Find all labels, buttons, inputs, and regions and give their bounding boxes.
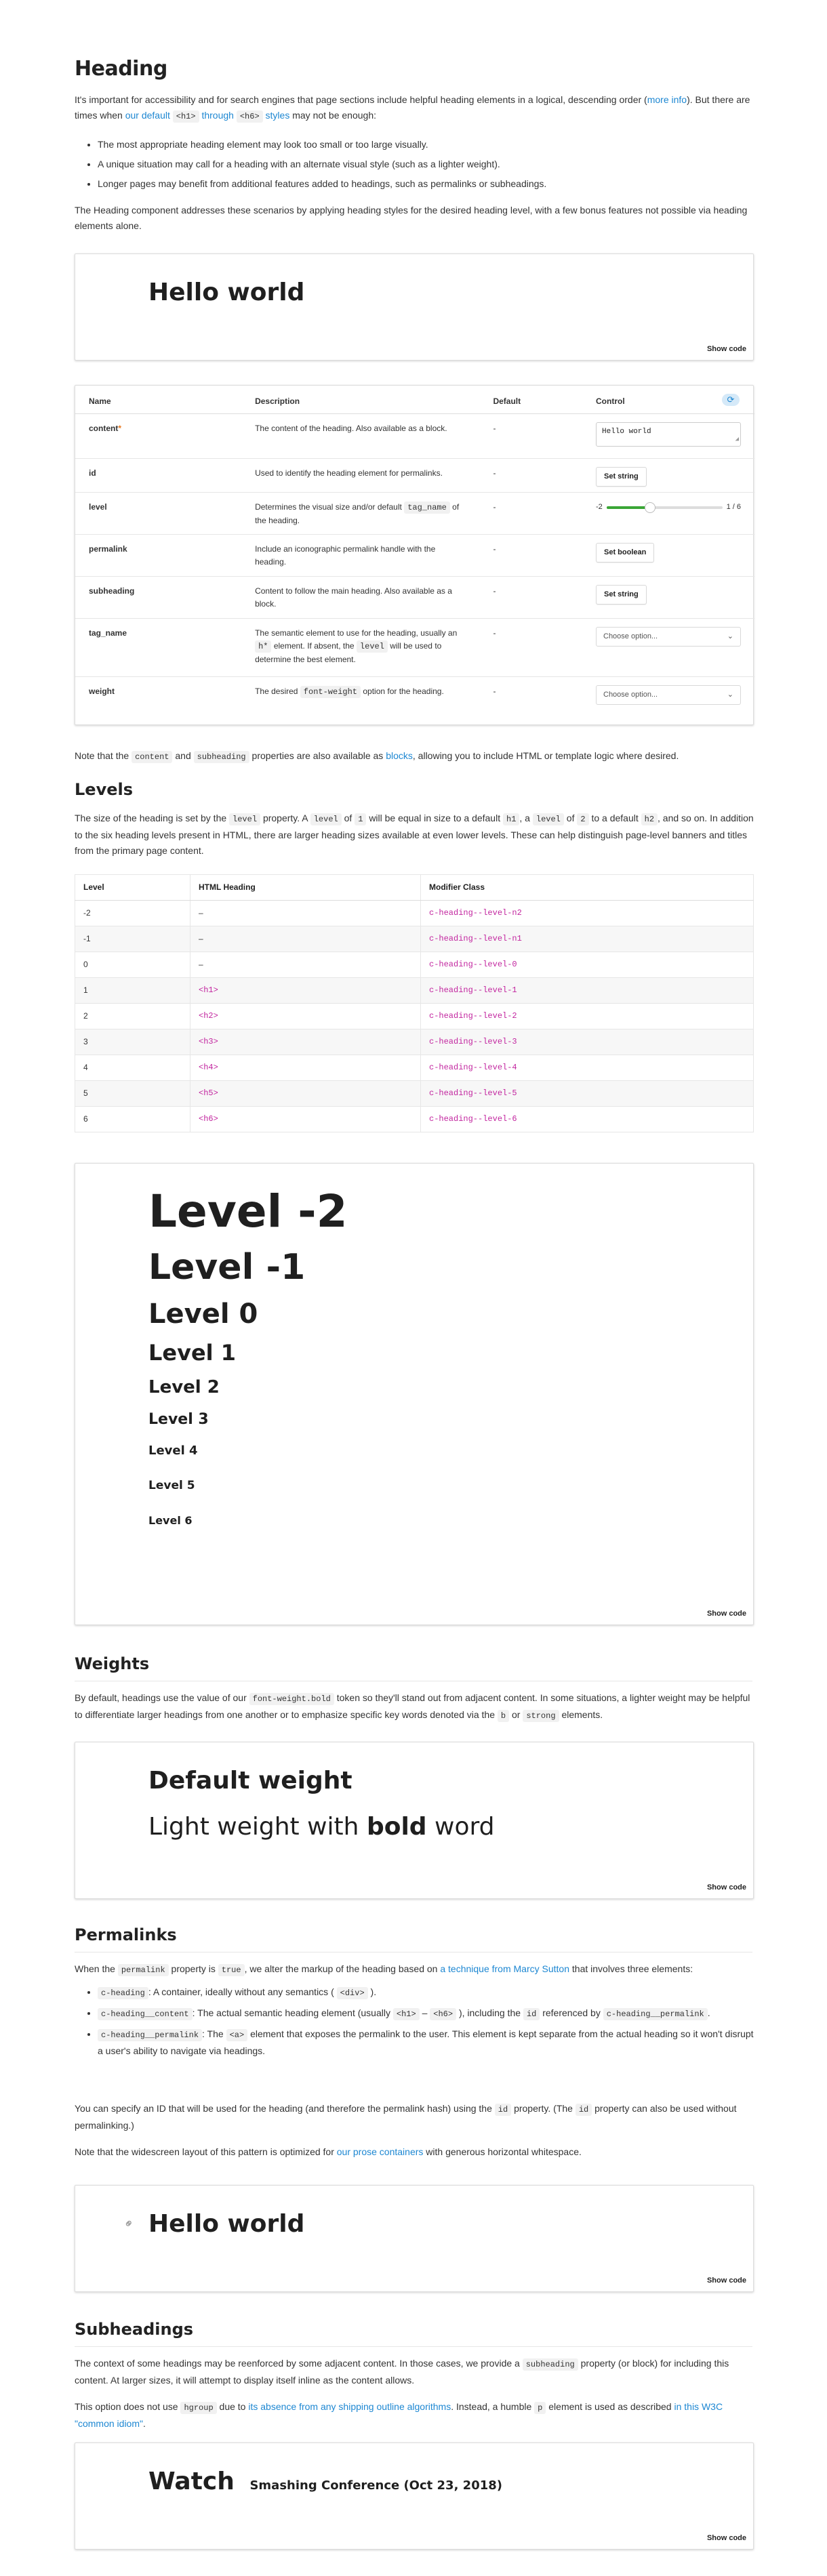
- props-panel: [75, 385, 754, 725]
- col-header: Default: [479, 390, 582, 414]
- weights-heading: Weights: [75, 1651, 752, 1681]
- demo-heading: Level 1: [148, 1340, 237, 1366]
- set-string-button[interactable]: Set string: [596, 585, 647, 605]
- table-row: subheading Content to follow the main heading. Also available as a block. - Set string: [75, 577, 754, 619]
- prose-containers-link[interactable]: our prose containers: [336, 2146, 424, 2157]
- more-info-link[interactable]: more info: [647, 94, 687, 105]
- table-row: -1 – c-heading--level-n1: [75, 926, 754, 952]
- demo-heading: Level 0: [148, 1299, 258, 1330]
- table-row: level Determines the visual size and/or default tag_name of the heading. - -2 1 / 6: [75, 493, 754, 535]
- intro-paragraph-2: The Heading component addresses these scenarios by applying heading styles for the desired heading level, with a few bonus features not possible via heading elements alone.: [75, 205, 748, 231]
- table-row: weight The desired font-weight option for the heading. - Choose option... ⌄: [75, 677, 754, 711]
- table-row: 0 – c-heading--level-0: [75, 952, 754, 978]
- demo-heading: Hello world: [148, 2210, 305, 2238]
- page-title: Heading: [75, 57, 167, 81]
- subheadings-paragraph-2: This option does not use hgroup due to its absence from any shipping outline algorithms. Instead, a humble p element is used as described in this W3C "common idiom".: [75, 2401, 723, 2429]
- demo-heading: Level 6: [148, 1514, 193, 1527]
- levels-heading: Levels: [75, 780, 134, 799]
- permalinks-heading: Permalinks: [75, 1922, 752, 1953]
- col-header: Modifier Class: [421, 875, 754, 901]
- table-row: 4 <h4> c-heading--level-4: [75, 1055, 754, 1081]
- table-row: permalink Include an iconographic permalink handle with the heading. - Set boolean: [75, 535, 754, 577]
- show-code-button[interactable]: Show code: [706, 1883, 746, 1892]
- demo-heading-default: Default weight: [148, 1767, 352, 1795]
- link-icon[interactable]: ⚭: [120, 2215, 138, 2232]
- list-item: • c-heading : A container, ideally without any semantics ( <div> ).: [98, 1984, 755, 2001]
- table-row: 2 <h2> c-heading--level-2: [75, 1004, 754, 1029]
- styles-link[interactable]: styles: [265, 110, 290, 121]
- intro-paragraph: It's important for accessibility and for search engines that page sections include helpful heading elements in a logical, descending order (more info). But there are times when our default <h1> through <h6> styles may not be enough:: [75, 94, 750, 121]
- col-header: Name: [75, 390, 241, 414]
- list-item: • A unique situation may call for a heading with an alternate visual style (such as a lighter weight).: [98, 157, 755, 172]
- blocks-note: Note that the content and subheading properties are also available as blocks, allowing you to include HTML or template logic where desired.: [75, 750, 679, 762]
- demo-heading: Hello world: [148, 279, 305, 306]
- subheadings-paragraph: The context of some headings may be reenforced by some adjacent content. In those cases, we provide a subheading property (or block) for including this content. At larger sizes, it will attempt to display itself inline as the content allows.: [75, 2358, 729, 2386]
- resize-handle-icon[interactable]: ◢: [735, 436, 739, 443]
- levels-table: [75, 874, 754, 1132]
- through-link[interactable]: through: [201, 110, 234, 121]
- table-row: -2 – c-heading--level-n2: [75, 901, 754, 926]
- tag-name-select[interactable]: Choose option... ⌄: [596, 627, 741, 647]
- marcy-sutton-link[interactable]: a technique from Marcy Sutton: [440, 1963, 569, 1974]
- w3c-idiom-link[interactable]: in this W3C "common idiom": [75, 2401, 723, 2429]
- set-boolean-button[interactable]: Set boolean: [596, 543, 654, 563]
- required-marker: *: [118, 424, 122, 434]
- table-row: 3 <h3> c-heading--level-3: [75, 1029, 754, 1055]
- demo-heading: Level 4: [148, 1444, 198, 1458]
- table-row: 6 <h6> c-heading--level-6: [75, 1107, 754, 1132]
- props-table: [75, 390, 754, 710]
- our-default-link[interactable]: our default: [125, 110, 170, 121]
- level-slider[interactable]: -2 1 / 6: [596, 501, 741, 514]
- permalinks-paragraph-2: You can specify an ID that will be used for the heading (and therefore the permalink hash) using the id property. (The id property can also be used without permalinking.): [75, 2103, 737, 2131]
- outline-algorithms-link[interactable]: its absence from any shipping outline algorithms: [248, 2401, 451, 2412]
- col-header: Description: [241, 390, 479, 414]
- chevron-down-icon: ⌄: [727, 691, 733, 699]
- slider-handle[interactable]: [645, 502, 655, 513]
- col-header: Level: [75, 875, 190, 901]
- demo-heading-light: Light weight with bold word: [148, 1813, 495, 1841]
- demo-heading: Level -2: [148, 1185, 348, 1238]
- demo-heading: Level -1: [148, 1247, 306, 1288]
- demo-subheading-text: Smashing Conference (Oct 23, 2018): [249, 2478, 503, 2493]
- list-item: • Longer pages may benefit from additional features added to headings, such as permalinks or subheadings.: [98, 176, 755, 192]
- table-row: id Used to identify the heading element for permalinks. - Set string: [75, 459, 754, 493]
- levels-paragraph: The size of the heading is set by the level property. A level of 1 will be equal in size to a default h1 , a level of 2 to a default h2 , and so on. In addition to the six heading levels present in HTML, there are larger heading sizes available at even lower levels. These can help distinguish page-level banners and titles from the primary page content.: [75, 813, 754, 856]
- show-code-button[interactable]: Show code: [706, 1610, 746, 1618]
- show-code-button[interactable]: Show code: [706, 2276, 746, 2285]
- demo-heading: Level 2: [148, 1377, 220, 1397]
- demo-permalink: [75, 2185, 754, 2292]
- col-header: Control: [582, 390, 754, 414]
- demo-heading: Watch Smashing Conference (Oct 23, 2018): [148, 2468, 503, 2495]
- table-row: content* The content of the heading. Also available as a block. - Hello world ◢: [75, 414, 754, 459]
- demo-hello-world: [75, 253, 754, 361]
- demo-weights: [75, 1742, 754, 1899]
- show-code-button[interactable]: Show code: [706, 2534, 746, 2543]
- chevron-down-icon: ⌄: [727, 632, 733, 641]
- table-row: tag_name The semantic element to use for the heading, usually an h* element. If absent, the level will be used to determine the best element. - Choose option... ⌄: [75, 619, 754, 677]
- blocks-link[interactable]: blocks: [386, 750, 413, 761]
- permalinks-paragraph: When the permalink property is true , we alter the markup of the heading based on a technique from Marcy Sutton that involves three elements:: [75, 1963, 693, 1975]
- table-row: 1 <h1> c-heading--level-1: [75, 978, 754, 1004]
- intro-bullets: [84, 137, 755, 196]
- list-item: • The most appropriate heading element may look too small or too large visually.: [98, 137, 755, 152]
- demo-heading: Level 3: [148, 1411, 209, 1428]
- subheadings-heading: Subheadings: [75, 2316, 752, 2347]
- weight-select[interactable]: Choose option... ⌄: [596, 685, 741, 705]
- col-header: HTML Heading: [190, 875, 421, 901]
- list-item: • c-heading__content : The actual semantic heading element (usually <h1> – <h6> ), including the id referenced by c-heading__permalink .: [98, 2005, 755, 2022]
- content-textarea[interactable]: Hello world ◢: [596, 422, 741, 447]
- table-row: 5 <h5> c-heading--level-5: [75, 1081, 754, 1107]
- weights-paragraph: By default, headings use the value of our font-weight.bold token so they'll stand out from adjacent content. In some situations, a lighter weight may be helpful to differentiate larger headings from one another or to emphasize specific key words denoted via the b or strong elements.: [75, 1692, 750, 1721]
- permalinks-bullets: [84, 1984, 755, 2063]
- list-item: • c-heading__permalink : The <a> element that exposes the permalink to the user. This element is kept separate from the actual heading so it won't disrupt a user's ability to navigate via headings.: [98, 2026, 755, 2059]
- permalinks-paragraph-3: Note that the widescreen layout of this pattern is optimized for our prose containers with generous horizontal whitespace.: [75, 2146, 582, 2157]
- refresh-icon[interactable]: ⟳: [722, 394, 740, 406]
- demo-subheading: [75, 2442, 754, 2550]
- show-code-button[interactable]: Show code: [706, 345, 746, 354]
- set-string-button[interactable]: Set string: [596, 467, 647, 487]
- demo-levels: [75, 1163, 754, 1625]
- demo-heading: Level 5: [148, 1479, 195, 1492]
